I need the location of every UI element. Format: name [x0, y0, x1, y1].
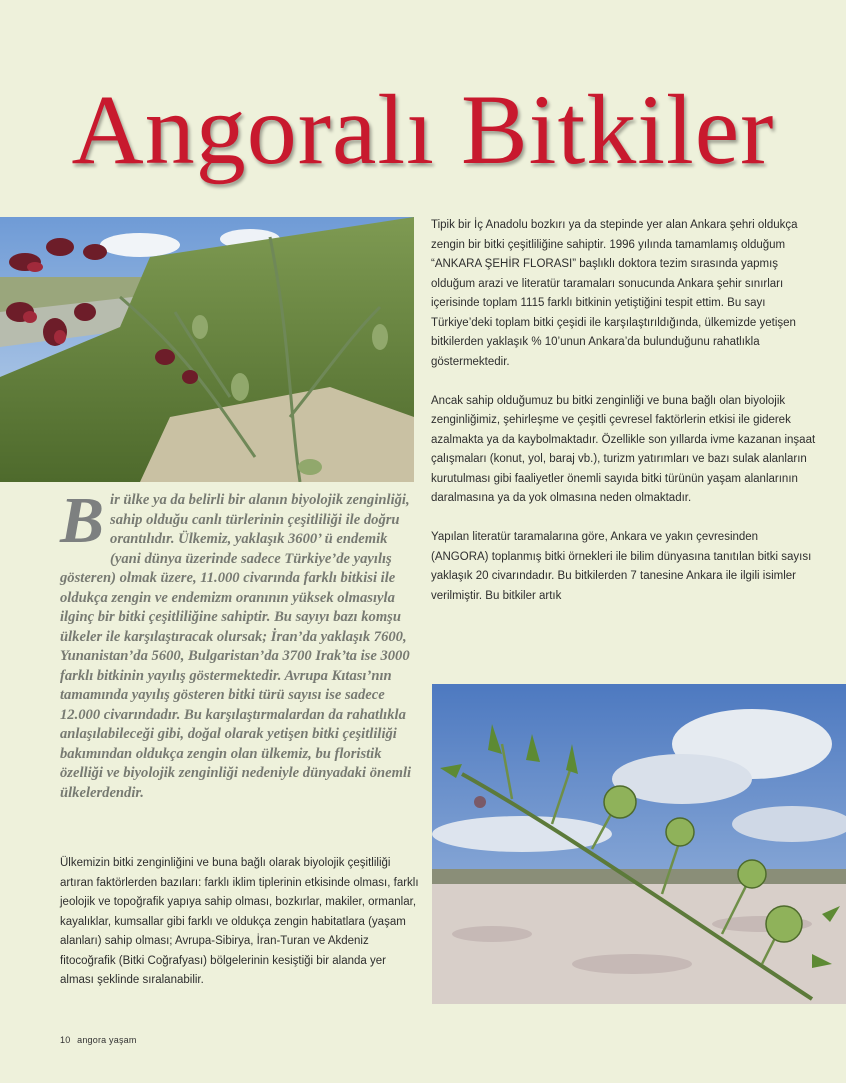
plant-photo-bottom: [432, 684, 846, 1004]
drop-cap: B: [60, 484, 105, 557]
right-paragraph-2: Ancak sahip olduğumuz bu bitki zenginliği ve buna bağlı olan biyolojik zenginliğimiz, şehirleşme ve çeşitli çevresel faktörlerin etkisi ile giderek azalmakta ya da kaybolmaktadır. Özellikle son yıllarda ivme kazanan inşaat çalışmaları (konut, yol, baraj vb.), turizm yatırımları ve bazı sulak alanların kurutulması gibi faaliyetler önemli sayıda bitki türünün yaşam alanlarının daralmasına ya da yok olmasına neden olmaktadır.: [431, 394, 816, 504]
right-column: [431, 216, 816, 626]
plant-photo-top: [0, 217, 414, 482]
right-paragraph-1: Tipik bir İç Anadolu bozkırı ya da stepinde yer alan Ankara şehri oldukça zengin bir bitki çeşitliliğine sahiptir. 1996 yılında tamamlamış olduğum “ANKARA ŞEHİR FLORASI” başlıklı doktora tezim sırasında yapmış olduğum arazi ve literatür taramaları sonucunda Ankara şehir sınırları içerisinde toplam 1115 farklı bitkinin yetiştiğini tespit ettim. Bu sayı Türkiye’deki toplam bitki çeşidi ile karşılaştırıldığında, ülkemizde yetişen bitkilerden yaklaşık % 10’unun Ankara’da bulunduğunu rahatlıkla göstermektedir.: [431, 219, 798, 368]
intro-paragraph: [60, 484, 415, 803]
page-footer: [60, 1035, 137, 1045]
page-title: Angoralı Bitkiler: [71, 74, 775, 185]
left-body-paragraph: Ülkemizin bitki zenginliğini ve buna bağlı olarak biyolojik çeşitliliği artıran faktörlerden bazıları: farklı iklim tiplerinin etkisinde olması, farklı jeolojik ve topoğrafik yapıya sahip olması, bozkırlar, makiler, ormanlar, kayalıklar, kumsallar gibi farklı ve oldukça zengin habitatlara (yaşam alanları) sahip olması; Avrupa-Sibirya, İran-Turan ve Akdeniz fitocoğrafik (Bitki Coğrafyası) bölgelerinin kesiştiği bir alanda yer alması şeklinde sıralanabilir.: [60, 857, 419, 986]
page-number: 10: [60, 1035, 71, 1045]
right-paragraph-3: Yapılan literatür taramalarına göre, Ankara ve yakın çevresinden (ANGORA) toplanmış bitki örnekleri ile bilim dünyasına tanıtılan bitki sayısı yaklaşık 20 civarındadır. Bu bitkilerden 7 tanesine Ankara ile ilgili isimler verilmiştir. Bu bitkiler artık: [431, 531, 812, 602]
publication-name: angora yaşam: [77, 1035, 137, 1045]
intro-text: ir ülke ya da belirli bir alanın biyolojik zenginliği, sahip olduğu canlı türlerinin çeşitliliği ile doğru orantılıdır. Ülkemiz, yaklaşık 3600’ ü endemik (yani dünya üzerinde sadece Türkiye’de yayılış gösteren) olmak üzere, 11.000 civarında farklı bitkisi ile oldukça zengin ve endemizm oranının yüksek olmasıyla ilginç bir bitki çeşitliliğine sahiptir. Bu sayıyı bazı komşu ülkeler ile karşılaştıracak olursak; İran’da yaklaşık 7600, Yunanistan’da 5600, Bulgaristan’da 3700 Irak’ta ise 3000 farklı bitkinin yayılış göstermektedir. Avrupa Kıtası’nın tamamında yayılış gösteren bitki türü sayısı ise sadece 12.000 civarındadır. Bu karşılaştırmalardan da rahatlıkla anlaşılabileceği gibi, doğal olarak yetişen bitki çeşitliliği bakımından oldukça zengin olan ülkemiz, bu floristik özelliği ve biyolojik zenginliği nedeniyle dünyadaki önemli ülkelerdendir.: [60, 492, 412, 801]
